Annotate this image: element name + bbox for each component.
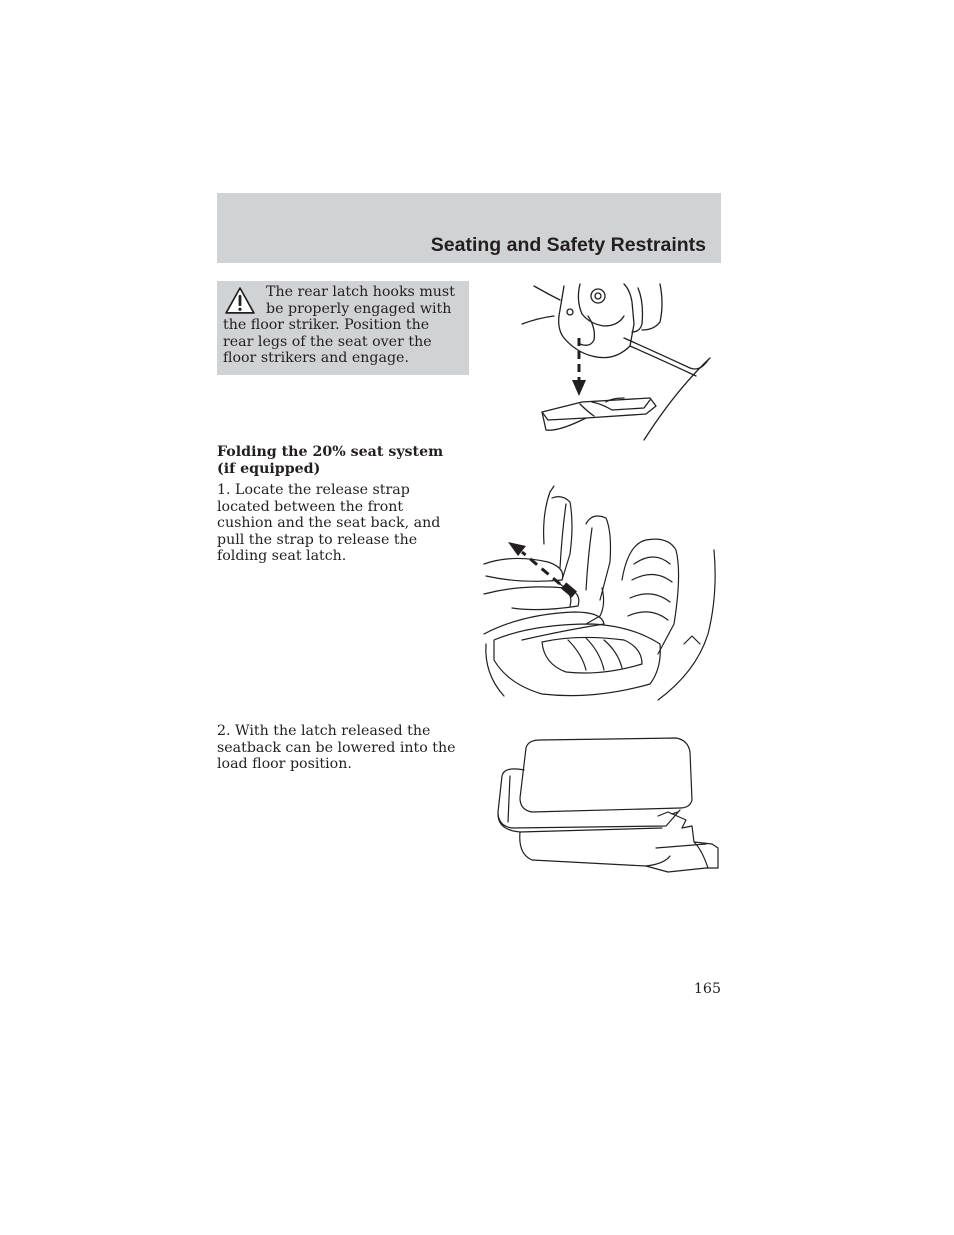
section-heading: Folding the 20% seat system (if equipped)	[217, 444, 444, 477]
warning-text: The rear latch hooks must be properly engaged with the floor striker. Position the rear legs of the seat over the floor strikers and engage.	[223, 284, 455, 367]
step-1-text: 1. Locate the release strap located between the front cushion and the seat back, and pull the strap to release the folding seat latch.	[217, 482, 441, 565]
step-2-text: 2. With the latch released the seatback can be lowered into the load floor position.	[217, 723, 456, 773]
release-strap-illustration	[482, 484, 722, 702]
section-header-band	[217, 193, 721, 263]
section-title: Seating and Safety Restraints	[430, 234, 706, 256]
page-number: 165	[693, 981, 721, 997]
load-floor-illustration	[496, 736, 722, 876]
warning-box	[217, 281, 469, 375]
latch-striker-illustration	[520, 280, 720, 442]
